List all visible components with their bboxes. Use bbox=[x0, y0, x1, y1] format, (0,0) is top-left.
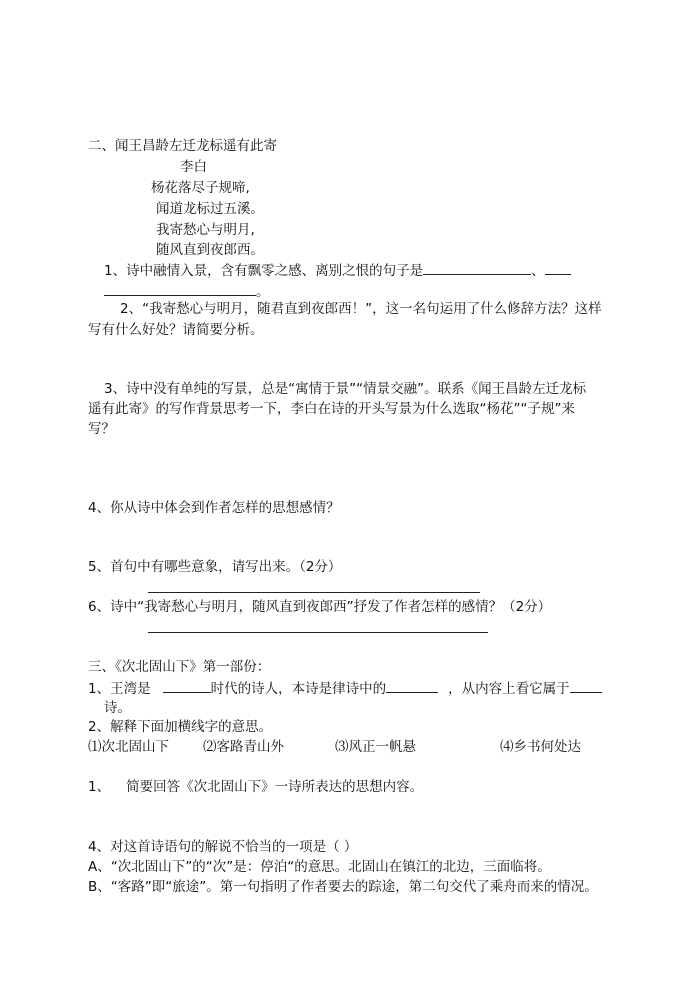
s2-q1-text: 1、诗中融情入景，含有飘零之感、离别之恨的句子是 bbox=[104, 263, 424, 279]
s3-q1-part-b: 时代的诗人，本诗是律诗中的 bbox=[210, 681, 387, 697]
poem-line-1: 杨花落尽子规啼, bbox=[151, 180, 250, 196]
poem-author: 李白 bbox=[180, 159, 207, 175]
s3-q1-blank-2[interactable] bbox=[386, 678, 438, 693]
s2-q1-sep: 、 bbox=[531, 263, 545, 279]
s2-question-3-line-2: 遥有此寄》的写作背景思考一下，李白在诗的开头写景为什么选取“杨花”“子规”来 bbox=[88, 401, 575, 417]
s3-q3-text: 简要回答《次北固山下》一诗所表达的思想内容。 bbox=[126, 779, 424, 795]
s3-question-1-cont: 诗。 bbox=[104, 700, 131, 716]
s3-q1-blank-3[interactable] bbox=[570, 678, 602, 693]
poem-line-2: 闻道龙标过五溪。 bbox=[156, 201, 264, 217]
s2-q1-end: 。 bbox=[256, 284, 270, 300]
s2-q1-blank-1[interactable] bbox=[423, 260, 531, 275]
s2-question-2-line-2: 写有什么好处？请简要分析。 bbox=[88, 322, 264, 338]
s2-question-1 bbox=[104, 260, 571, 281]
s3-q1-part-a: 1、王湾是 bbox=[88, 681, 151, 697]
s3-q1-part-c: ，从内容上看它属于 bbox=[448, 681, 570, 697]
s2-q1-blank-2[interactable] bbox=[545, 260, 571, 275]
s3-q4-option-a: A、“次北固山下”的“次”是：停泊“的意思。北固山在镇江的北边，三面临将。 bbox=[88, 859, 551, 875]
s3-q1-blank-1[interactable] bbox=[163, 678, 211, 693]
s2-question-3-line-3: 写？ bbox=[88, 421, 115, 437]
s3-question-1 bbox=[88, 678, 602, 699]
s3-q4-option-b: B、“客路”即“旅途”。第一句指明了作者要去的踪途，第二句交代了乘舟而来的情况。 bbox=[88, 879, 598, 895]
poem-line-4: 随风直到夜郎西。 bbox=[156, 242, 264, 258]
s2-question-2-line-1: 2、“我寄愁心与明月，随君直到夜郎西！”，这一名句运用了什么修辞方法？这样 bbox=[120, 301, 602, 317]
s2-q5-answer-line[interactable] bbox=[148, 592, 480, 593]
s2-q1-blank-3[interactable] bbox=[104, 281, 256, 296]
s2-question-4: 4、你从诗中体会到作者怎样的思想感情？ bbox=[88, 500, 340, 516]
s2-question-5: 5、首句中有哪些意象，请写出来。（2分） bbox=[88, 559, 342, 575]
section2-heading: 二、闻王昌龄左迁龙标遥有此寄 bbox=[88, 138, 277, 154]
s2-q6-answer-line[interactable] bbox=[148, 632, 488, 633]
s3-question-3 bbox=[88, 777, 423, 797]
s3-q2-item-2: ⑵客路青山外 bbox=[203, 739, 284, 755]
s3-question-4: 4、对这首诗语句的解说不恰当的一项是（ ） bbox=[88, 839, 358, 855]
s2-question-6: 6、诗中“我寄愁心与明月，随风直到夜郎西”抒发了作者怎样的感情？（2分） bbox=[88, 599, 552, 615]
s3-q3-num: 1、 bbox=[88, 779, 111, 795]
section3-heading: 三、《次北固山下》第一部份： bbox=[88, 659, 271, 675]
s3-q2-item-3: ⑶风正一帆悬 bbox=[335, 739, 416, 755]
s3-question-2: 2、解释下面加横线字的意思。 bbox=[88, 719, 273, 735]
s3-q2-item-1: ⑴次北固山下 bbox=[88, 739, 169, 755]
poem-line-3: 我寄愁心与明月, bbox=[156, 222, 255, 238]
s2-question-3-line-1: 3、诗中没有单纯的写景，总是“寓情于景”“情景交融”。联系《闻王昌龄左迁龙标 bbox=[104, 381, 587, 397]
s3-q2-item-4: ⑷乡书何处达 bbox=[500, 739, 581, 755]
